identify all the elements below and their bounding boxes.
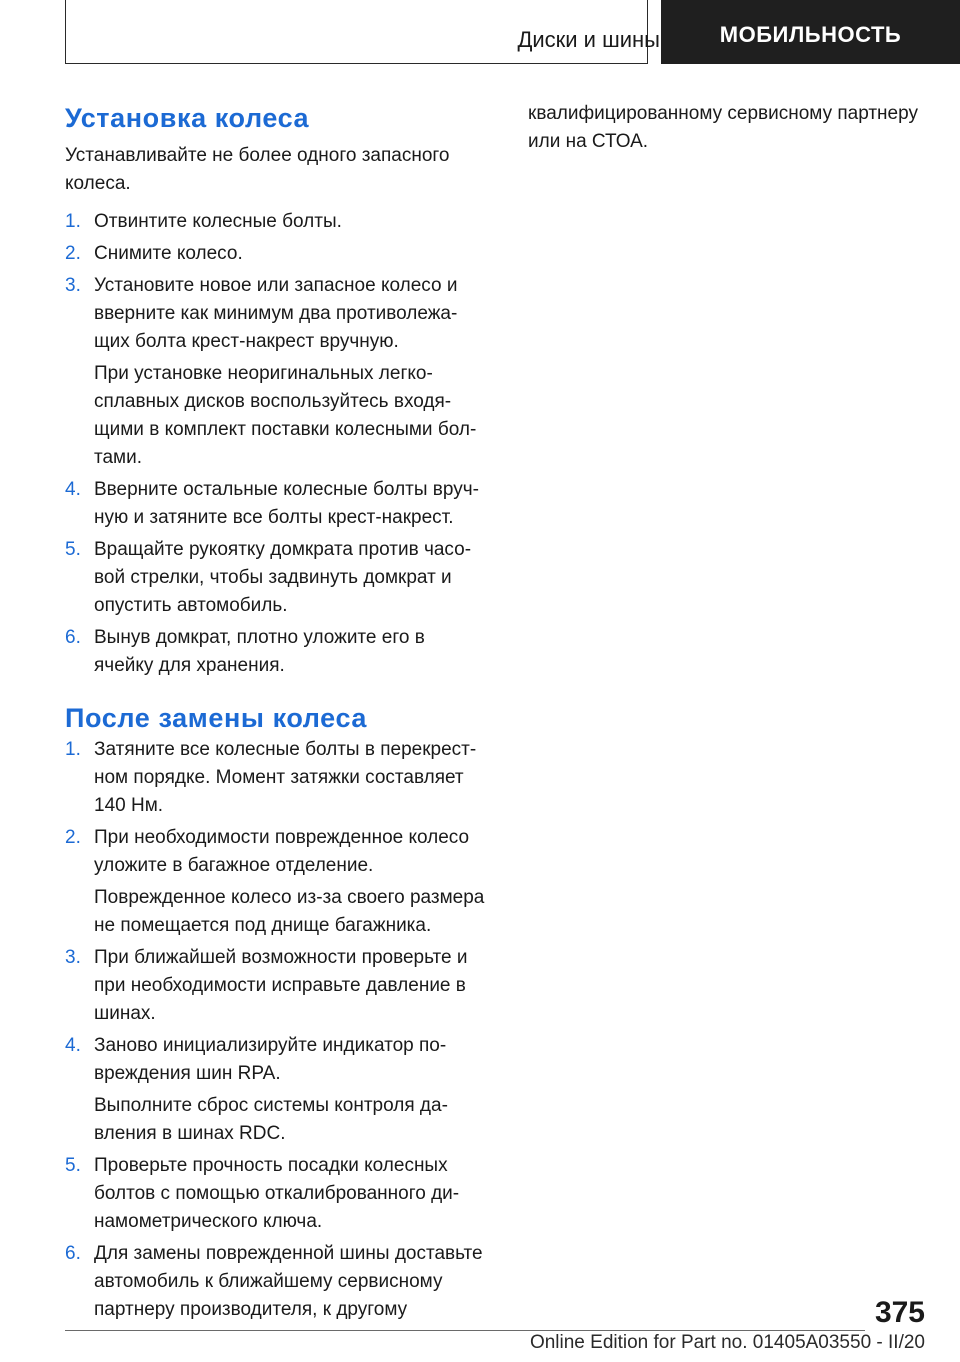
step-text: Для замены поврежденной шины доставьте автомобиль к ближайшему сервисному партнеру производителя, к другому	[94, 1243, 483, 1320]
list-item	[65, 240, 485, 268]
step-body	[94, 624, 485, 680]
step-body	[94, 240, 485, 268]
step-text: Поврежденное колесо из-за своего размера не помещается под днище багажника.	[94, 887, 485, 936]
list-item	[65, 736, 485, 820]
step-text: При необходимости поврежденное колесо уложите в багажное отделение.	[94, 827, 470, 876]
step-number: 1.	[65, 211, 81, 232]
page-number: 375	[874, 1296, 925, 1329]
list-item	[65, 944, 485, 1028]
step-body	[94, 272, 485, 472]
step-number: 6.	[65, 627, 81, 648]
step-number: 3.	[65, 947, 81, 968]
list-item	[65, 1152, 485, 1236]
step-text: Вверните остальные колесные болты вручную и затяните все болты крест-накрест.	[94, 479, 479, 528]
step-body	[94, 1032, 485, 1148]
continuation-text: квалифицированному сервисному партнеру или на СТОА.	[528, 103, 918, 152]
section-intro: Устанавливайте не более одного запасного колеса.	[65, 145, 450, 194]
step-body	[94, 208, 485, 236]
step-text: Снимите колесо.	[94, 243, 243, 264]
step-number: 2.	[65, 827, 81, 848]
step-text: При установке неоригинальных легкосплавных дисков воспользуйтесь входящими в комплект поставки колесными болтами.	[94, 363, 477, 468]
step-body	[94, 736, 485, 820]
step-number: 1.	[65, 739, 81, 760]
list-item	[65, 208, 485, 236]
step-body	[94, 1152, 485, 1236]
after-replacement-steps-list	[65, 736, 485, 1324]
step-number: 2.	[65, 243, 81, 264]
list-item	[65, 624, 485, 680]
list-item	[65, 536, 485, 620]
footer-divider	[65, 1330, 865, 1331]
step-text: При ближайшей возможности проверьте и при необходимости исправьте давление в шинах.	[94, 947, 468, 1024]
list-item	[65, 1240, 485, 1324]
header-section-title: Диски и шины	[517, 27, 660, 52]
step-body	[94, 476, 485, 532]
step-text: Выполните сброс системы контроля давления в шинах RDC.	[94, 1095, 448, 1144]
step-number: 4.	[65, 1035, 81, 1056]
step-number: 5.	[65, 1155, 81, 1176]
step-body	[94, 1240, 485, 1324]
step-number: 6.	[65, 1243, 81, 1264]
step-body	[94, 536, 485, 620]
step-body	[94, 944, 485, 1028]
installation-steps-list	[65, 208, 485, 680]
footer-edition: Online Edition for Part no. 01405A03550 - II/20	[529, 1332, 925, 1353]
step-text: Отвинтите колесные болты.	[94, 211, 342, 232]
list-item	[65, 1032, 485, 1148]
step-text: Вращайте рукоятку домкрата против часовой стрелки, чтобы задвинуть домкрат и опустить автомобиль.	[94, 539, 472, 616]
list-item	[65, 476, 485, 532]
step-number: 5.	[65, 539, 81, 560]
list-item	[65, 824, 485, 940]
step-text: Установите новое или запасное колесо и вверните как минимум два противолежащих болта крест-накрест вручную.	[94, 275, 458, 352]
step-body	[94, 824, 485, 940]
section-title-wheel-installation: Установка колеса	[65, 103, 310, 133]
step-text: Вынув домкрат, плотно уложите его в ячейку для хранения.	[94, 627, 425, 676]
header-chapter-title: МОБИЛЬНОСТЬ	[661, 0, 960, 64]
list-item	[65, 272, 485, 472]
right-column	[528, 100, 923, 156]
left-column	[65, 100, 485, 1324]
section-title-after-replacement: После замены колеса	[65, 703, 368, 733]
step-text: Затяните все колесные болты в перекрестном порядке. Момент затяжки составляет 140 Нм.	[94, 739, 477, 816]
step-number: 4.	[65, 479, 81, 500]
step-number: 3.	[65, 275, 81, 296]
step-text: Проверьте прочность посадки колесных болтов с помощью откалиброванного динамометрического ключа.	[94, 1155, 460, 1232]
step-text: Заново инициализируйте индикатор повреждения шин RPA.	[94, 1035, 447, 1084]
